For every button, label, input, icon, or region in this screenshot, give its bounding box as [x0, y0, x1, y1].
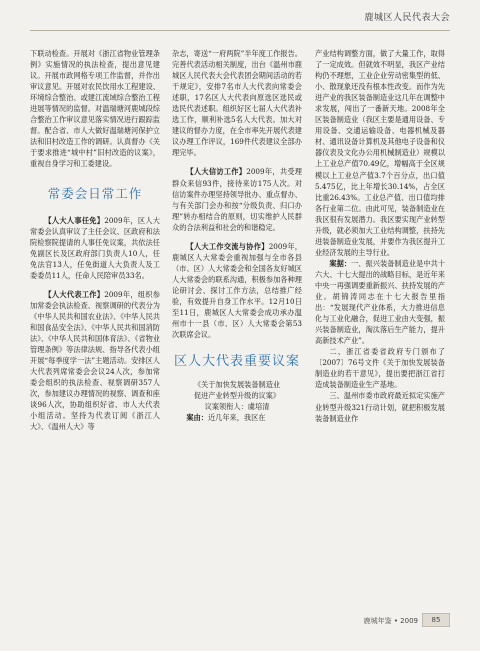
paragraph-body: 2009年，共受理群众来信93件，接待来访175人次。对信访案件办理坚持领导批办、重点督办、与有关部门会办和按“分级负责、归口办理”转办相结合的原则，切实维护人民群众的合法利益和社会的和谐稳定。	[172, 167, 302, 232]
proposal-title-line: 促进产业转型升级的议案》	[193, 391, 281, 401]
paragraph-body: 2009年，区人大常委会认真审议了主任会议、区政府和法院检察院提请的人事任免议案，共依法任免副区长及区政府部门负责人10人，任免法官13人，任免街道人大负责人及工委委员11人，任命人民陪审员33名。	[30, 215, 160, 280]
paragraph: 二、浙江省委省政府专门颁布了〔2007〕76号文件《关于加快发展装备制造业的若干意见》，提出要把浙江省打造成装备制造业生产基地。	[315, 347, 445, 390]
paragraph: 产业结构调整方面，做了大量工作，取得了一定成效。但就效不明显，我区产业结构仍不理想，工业企业劳动密集型的低、小、散现象还没有根本性改变。而作为先进产业的我区装备制造业这几年在调整中求发展，闯出了一番新天地。2008年全区装备制造业（我区主要是通用设备、专用设备、交通运输设备、电器机械及器材、通讯设备计算机及其他电子设备和仪器仪表及文化办公用机械制造业）规模以上工业总产值70.49亿，增幅高于全区规模以上工业总产值3.7个百分点，出口值5.475亿，比上年增长30.14%，占全区比重26.43%。工业总产值、出口值均排各行业第二位。由此可见，装备制造业在我区很有发展潜力。我区要实现产业转型升级，就必须加大工业结构调整，扶持先进装备制造业发展，并要作为我区提升工业经济发展的主导行业。	[315, 49, 445, 257]
paragraph-body: 近几年来，我区在	[207, 413, 266, 423]
paragraph-exchange	[172, 241, 302, 340]
section-title-daily-work: 常委会日常工作	[47, 185, 143, 201]
column-left	[30, 48, 160, 432]
paragraph-heading: 案据：	[329, 258, 352, 268]
page-number: 85	[422, 613, 450, 627]
paragraph: 杂志，寄送“一府两院”半年度工作报告。完善代表活动相关制度，出台《温州市鹿城区人民代表大会代表团会期间活动的若干规定》，安排7名市人大代表向常委会述职，17名区人大代表向原选区选民或选民代表述职。组织好区七届人大代表补选工作，顺利补选5名人大代表。加大对建议的督办力度，在全市率先开展代表建议办理工作评议，169件代表建议全部办理完毕。	[172, 49, 302, 158]
paragraph-body: 2009年，鹿城区人大常委会重视加强与全市各县（市、区）人大常委会和全国各友好城区人大常委会的联系沟通，积极参加各种理论研讨会、探讨工作方法，总结推广经验，有效提升自身工作水平。12月10日至11日，鹿城区人大常委会成功承办温州市十一县（市、区）人大常委会第53次联席会议。	[172, 241, 302, 340]
paragraph-heading: 【人大代表工作】	[44, 289, 105, 299]
page-footer	[0, 611, 480, 651]
paragraph-heading: 案由：	[186, 413, 208, 423]
paragraph-delegates	[30, 289, 160, 433]
paragraph: 下联动检查。开展对《浙江省物业管理条例》实施情况的执法检查，提出意见建议。开展市政网格专项工作监督，并作出审议意见。开展对农民饮用水工程建设、环境综合整治、或建江流域综合整治工程进展等情况的监督。对温瑞塘河鹿城段综合整治工作审议意见落实情况进行跟踪监督。配合省、市人大做好温瑞塘河保护立法和旧村改造工作的调研。认真督办《关于要求推进“城中村”旧村改造的议案》，重视自身学习和工委建设。	[30, 49, 160, 169]
paragraph-body: 一、振兴装备制造业是中共十六大、十七大提出的战略目标，是近年来中央一再强调要重新振兴、扶持发展的产业。胡锦涛同志在十七大报告里指出：“发展现代产业体系，大力推进信息化与工业化融合，促进工业由大变强，振兴装备制造业，淘汰落后生产能力，提升高新技术产业”。	[315, 258, 445, 346]
paragraph-heading: 【人大人事任免】	[44, 215, 105, 225]
proposal-author: 议案领衔人：虞培清	[204, 402, 270, 412]
header-rule	[30, 30, 450, 31]
footer-yearbook: 鹿城年鉴 • 2009	[363, 617, 418, 625]
paragraph-case	[172, 412, 302, 423]
paragraph: 三、温州市委市政府最近拟定实施产业转型升级321行动计划，就把积极发展装备制造业作	[315, 391, 445, 423]
proposal-title-line: 《关于加快发展装备制造业	[193, 380, 281, 390]
paragraph-personnel	[30, 215, 160, 281]
paragraph-heading: 【人大工作交流与协作】	[186, 241, 269, 251]
column-right	[315, 48, 445, 424]
column-middle	[172, 48, 302, 423]
paragraph-basis	[315, 258, 445, 346]
header-title: 鹿城区人民代表大会	[364, 13, 450, 23]
section-title-proposals: 区人大代表重要议案	[173, 354, 300, 370]
paragraph-body: 2009年，组织参加常委会执法检查、视察调研的代表分为《中华人民共和国农业法》、《中华人民共和国食品安全法》、《中华人民共和国消防法》、《中华人民共和国体育法》、《省物业管理条例》等法律法规、指导各代表小组开展“每季度学一法”主题活动。安排区人大代表列席常委会会议24人次，参加常委会组织的执法检查、视察调研357人次，参加建议办理情况的视察、调查和座谈96人次，协助组织好省、市人大代表小组活动。坚持为代表订阅《浙江人大》、《温州人大》等	[30, 289, 160, 432]
page-header	[0, 0, 480, 42]
paragraph-heading: 【人大信访工作】	[186, 167, 247, 177]
paragraph-petitions	[172, 166, 302, 232]
